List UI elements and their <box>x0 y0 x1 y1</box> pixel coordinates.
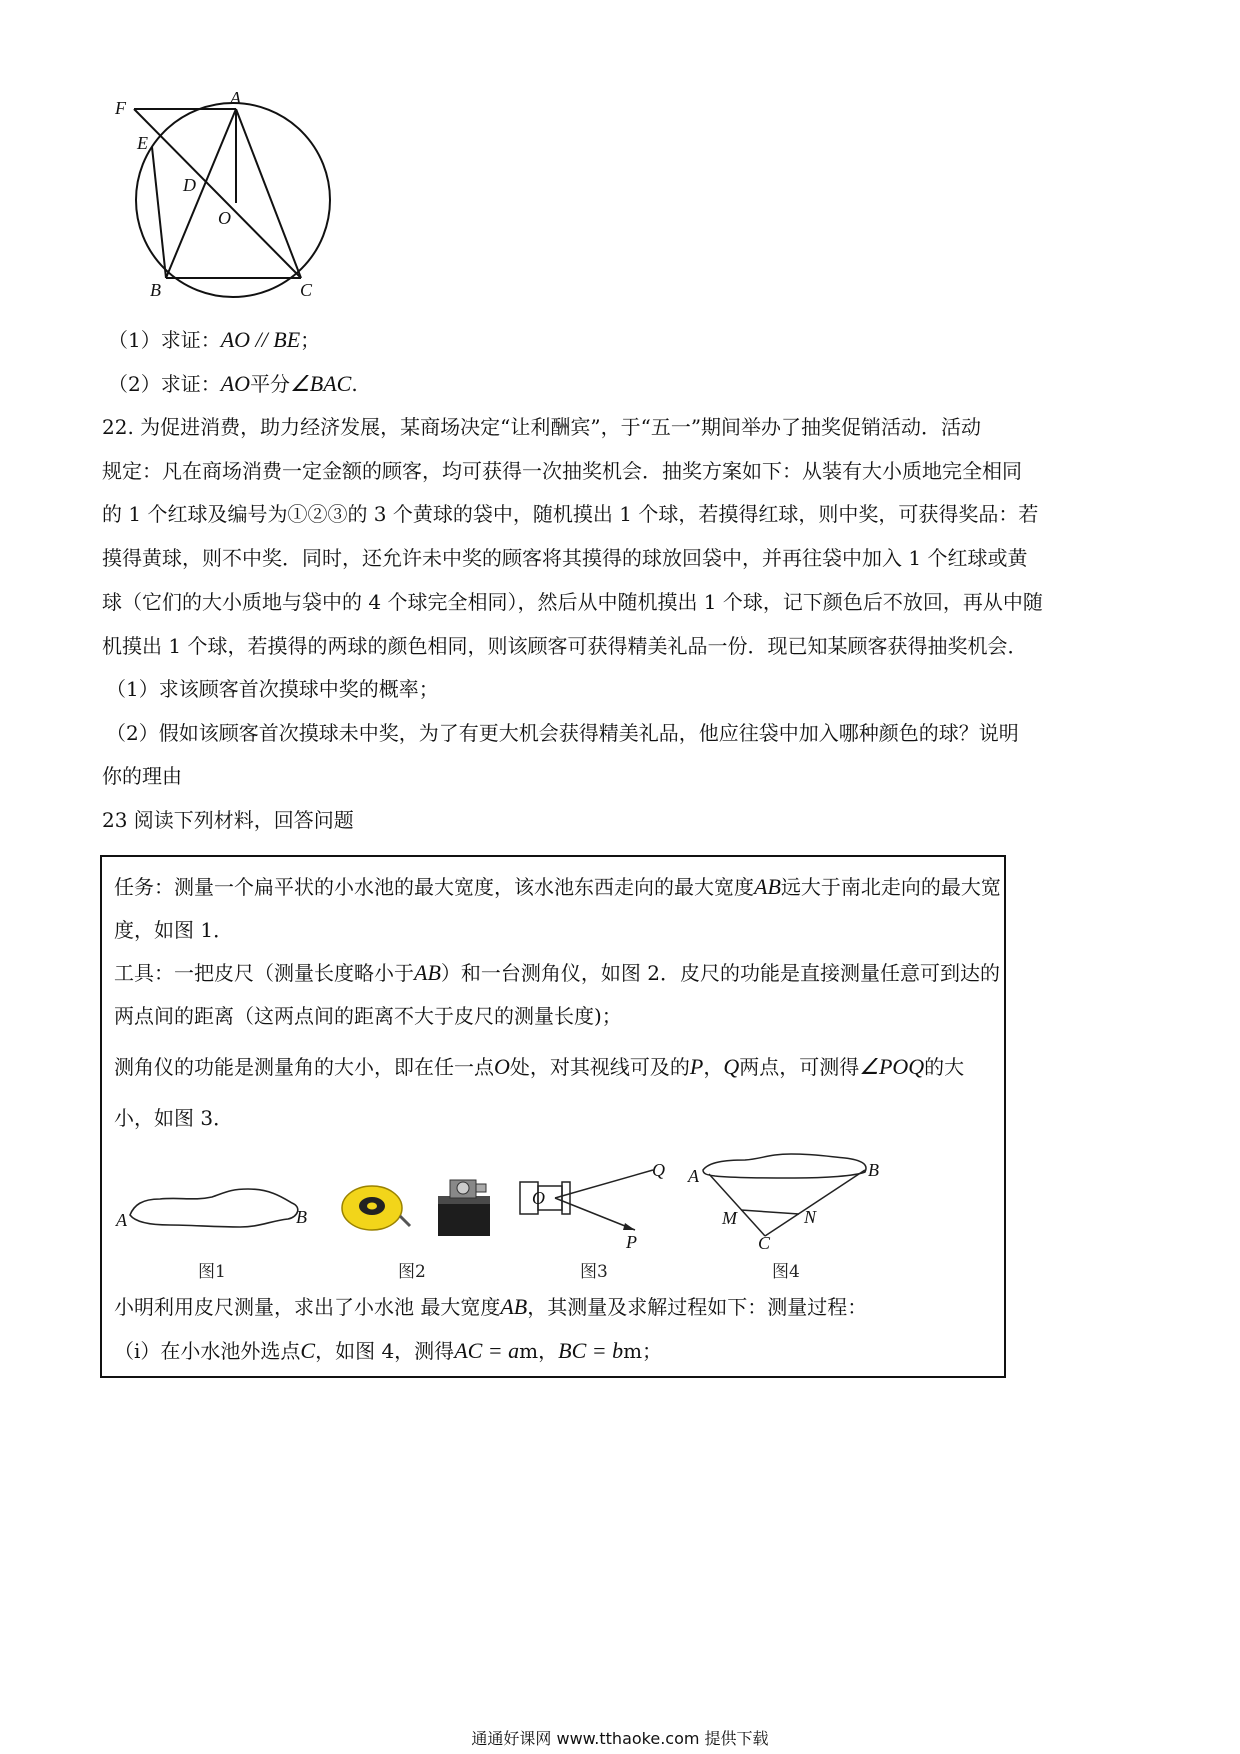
tool-line-2: 两点间的距离（这两点间的距离不大于皮尺的测量长度)； <box>114 1004 622 1028</box>
q22-line: 球（它们的大小质地与袋中的 4 个球完全相同），然后从中随机摸出 1 个球，记下颜色后不放回，再从中随 <box>102 590 1043 614</box>
q22-line: 22. 为促进消费，助力经济发展，某商场决定“让利酬宾”，于“五一”期间举办了抽奖促销活动．活动 <box>102 415 982 439</box>
tool-line-1: 工具：一把皮尺（测量长度略小于AB）和一台测角仪，如图 2．皮尺的功能是直接测量任意可到达的 <box>114 960 1000 985</box>
label-a: A <box>230 88 241 108</box>
q22-line: （2）假如该顾客首次摸球未中奖，为了有更大机会获得精美礼品，他应往袋中加入哪种颜色的球？说明 <box>106 721 1019 745</box>
caption-fig4: 图4 <box>772 1262 800 1282</box>
segment-ab <box>166 109 236 278</box>
q21-part1: （1）求证：AO // BE； <box>108 327 321 352</box>
angle-line-2: 小，如图 3． <box>114 1106 234 1130</box>
fig4-label-n: N <box>804 1207 817 1227</box>
result-line: 小明利用皮尺测量，求出了小水池 最大宽度AB，其测量及求解过程如下：测量过程： <box>114 1294 868 1319</box>
fig3-label-q: Q <box>652 1160 665 1180</box>
segment-ac <box>236 109 301 278</box>
q22-line: 规定：凡在商场消费一定金额的顾客，均可获得一次抽奖机会．抽奖方案如下：从装有大小质地完全相同 <box>102 459 1022 483</box>
fig4-label-a: A <box>688 1166 699 1186</box>
q22-line: 摸得黄球，则不中奖．同时，还允许未中奖的顾客将其摸得的球放回袋中，并再往袋中加入 1 个红球或黄 <box>102 546 1028 570</box>
segment-be <box>152 147 166 278</box>
q22-line: 你的理由 <box>102 764 182 788</box>
figure-1-pond <box>120 1185 320 1235</box>
geometry-figure <box>100 85 360 300</box>
caption-fig2: 图2 <box>398 1262 426 1282</box>
figure-4-measurement <box>695 1150 885 1245</box>
step1-line: （ⅰ）在小水池外选点C，如图 4，测得AC = am，BC = bm； <box>114 1338 663 1363</box>
fig4-label-m: M <box>722 1208 737 1228</box>
page-footer: 通通好课网 www.tthaoke.com 提供下载 <box>471 1729 769 1748</box>
figure-2-tools <box>338 1172 508 1244</box>
label-f: F <box>115 98 126 118</box>
fig1-label-b: B <box>296 1207 307 1227</box>
label-o: O <box>218 208 231 228</box>
caption-fig1: 图1 <box>198 1262 226 1282</box>
fig1-label-a: A <box>116 1210 127 1230</box>
goniometer-icon <box>438 1180 490 1236</box>
task-line-2: 度，如图 1． <box>114 918 234 942</box>
label-c: C <box>300 280 313 300</box>
q21-part2: （2）求证：AO平分∠BAC. <box>108 371 358 396</box>
fig3-label-p: P <box>626 1232 637 1252</box>
q23-title: 23 阅读下列材料，回答问题 <box>102 808 354 832</box>
segment-fc <box>134 109 301 278</box>
fig4-label-b: B <box>868 1160 879 1180</box>
label-b: B <box>150 280 161 300</box>
fig4-label-c: C <box>758 1233 771 1253</box>
label-d: D <box>183 175 196 195</box>
q22-line: （1）求该顾客首次摸球中奖的概率； <box>106 677 439 701</box>
angle-line-1: 测角仪的功能是测量角的大小，即在任一点O处，对其视线可及的P，Q两点，可测得∠POQ的大 <box>114 1054 965 1079</box>
tape-measure-icon <box>342 1186 410 1230</box>
task-line-1: 任务：测量一个扁平状的小水池的最大宽度，该水池东西走向的最大宽度AB远大于南北走向的最大宽 <box>114 874 1001 899</box>
caption-fig3: 图3 <box>580 1262 608 1282</box>
q22-line: 的 1 个红球及编号为①②③的 3 个黄球的袋中，随机摸出 1 个球，若摸得红球，则中奖，可获得奖品：若 <box>102 502 1039 526</box>
fig3-label-o: O <box>532 1188 545 1208</box>
q22-line: 机摸出 1 个球，若摸得的两球的颜色相同，则该顾客可获得精美礼品一份．现已知某顾客获得抽奖机会． <box>102 634 1028 658</box>
label-e: E <box>137 133 148 153</box>
